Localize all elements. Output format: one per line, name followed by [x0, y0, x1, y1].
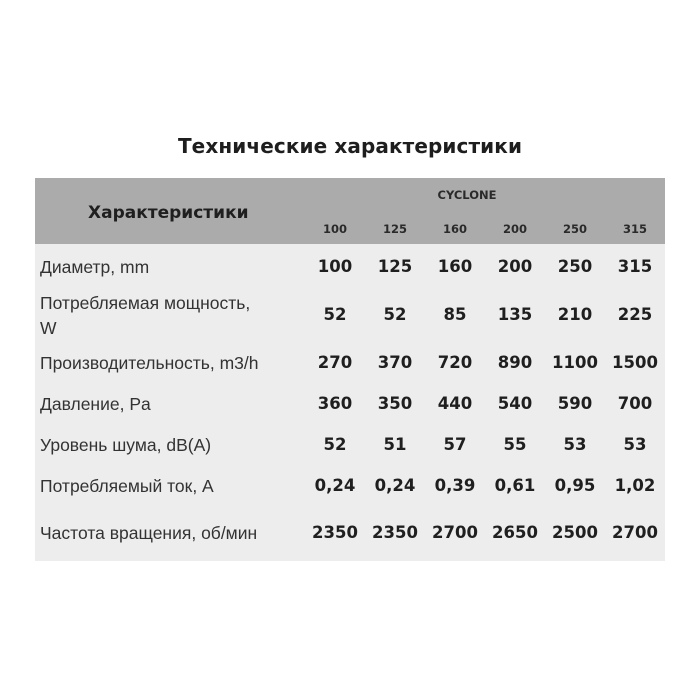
- row-label-line2: W: [40, 318, 57, 338]
- table-cell: 2700: [432, 523, 478, 542]
- table-cell: 53: [623, 435, 647, 454]
- table-cell: 0,39: [434, 476, 476, 495]
- table-cell: 250: [557, 257, 593, 276]
- table-cell: 100: [317, 257, 353, 276]
- row-label: Давление, Pa: [40, 394, 151, 414]
- table-cell: 125: [377, 257, 413, 276]
- row-label: Производительность, m3/h: [40, 353, 259, 373]
- table-cell: 360: [317, 394, 353, 413]
- table-cell: 700: [617, 394, 653, 413]
- table-cell: 370: [377, 353, 413, 372]
- table-cell: 2650: [492, 523, 538, 542]
- model-header: 160: [442, 222, 467, 236]
- model-header: 200: [502, 222, 527, 236]
- table-cell: 210: [557, 305, 593, 324]
- model-header: 250: [562, 222, 587, 236]
- table-cell: 1,02: [614, 476, 656, 495]
- table-cell: 52: [383, 305, 407, 324]
- page-title: Технические характеристики: [177, 134, 523, 158]
- table-cell: 440: [437, 394, 473, 413]
- table-cell: 2500: [552, 523, 598, 542]
- table-cell: 0,24: [374, 476, 416, 495]
- table-cell: 55: [503, 435, 527, 454]
- model-header: 315: [622, 222, 647, 236]
- table-cell: 1500: [612, 353, 658, 372]
- table-header: [35, 178, 665, 244]
- series-name: CYCLONE: [437, 188, 497, 202]
- header-label: Характеристики: [88, 203, 249, 223]
- model-header: 125: [382, 222, 407, 236]
- table-cell: 57: [443, 435, 467, 454]
- model-header: 100: [322, 222, 347, 236]
- table-cell: 2700: [612, 523, 658, 542]
- table-cell: 350: [377, 394, 413, 413]
- row-label: Потребляемый ток, A: [40, 476, 214, 496]
- table-cell: 0,61: [494, 476, 536, 495]
- row-label: Частота вращения, об/мин: [40, 523, 258, 543]
- table-cell: 2350: [312, 523, 358, 542]
- table-cell: 135: [497, 305, 533, 324]
- specs-table: [35, 178, 665, 561]
- table-cell: 270: [317, 353, 353, 372]
- table-cell: 52: [323, 435, 347, 454]
- row-label: Уровень шума, dB(A): [40, 435, 212, 455]
- table-cell: 1100: [552, 353, 598, 372]
- table-cell: 51: [383, 435, 407, 454]
- table-cell: 720: [437, 353, 473, 372]
- table-cell: 200: [497, 257, 533, 276]
- table-cell: 0,95: [554, 476, 596, 495]
- table-cell: 53: [563, 435, 587, 454]
- table-cell: 315: [617, 257, 653, 276]
- table-cell: 0,24: [314, 476, 356, 495]
- table-cell: 85: [443, 305, 467, 324]
- table-cell: 160: [437, 257, 473, 276]
- table-cell: 540: [497, 394, 533, 413]
- table-cell: 590: [557, 394, 593, 413]
- table-cell: 52: [323, 305, 347, 324]
- table-cell: 2350: [372, 523, 418, 542]
- table-cell: 890: [497, 353, 533, 372]
- row-label: Диаметр, mm: [40, 257, 150, 277]
- table-cell: 225: [617, 305, 653, 324]
- row-label-line1: Потребляемая мощность,: [40, 293, 251, 313]
